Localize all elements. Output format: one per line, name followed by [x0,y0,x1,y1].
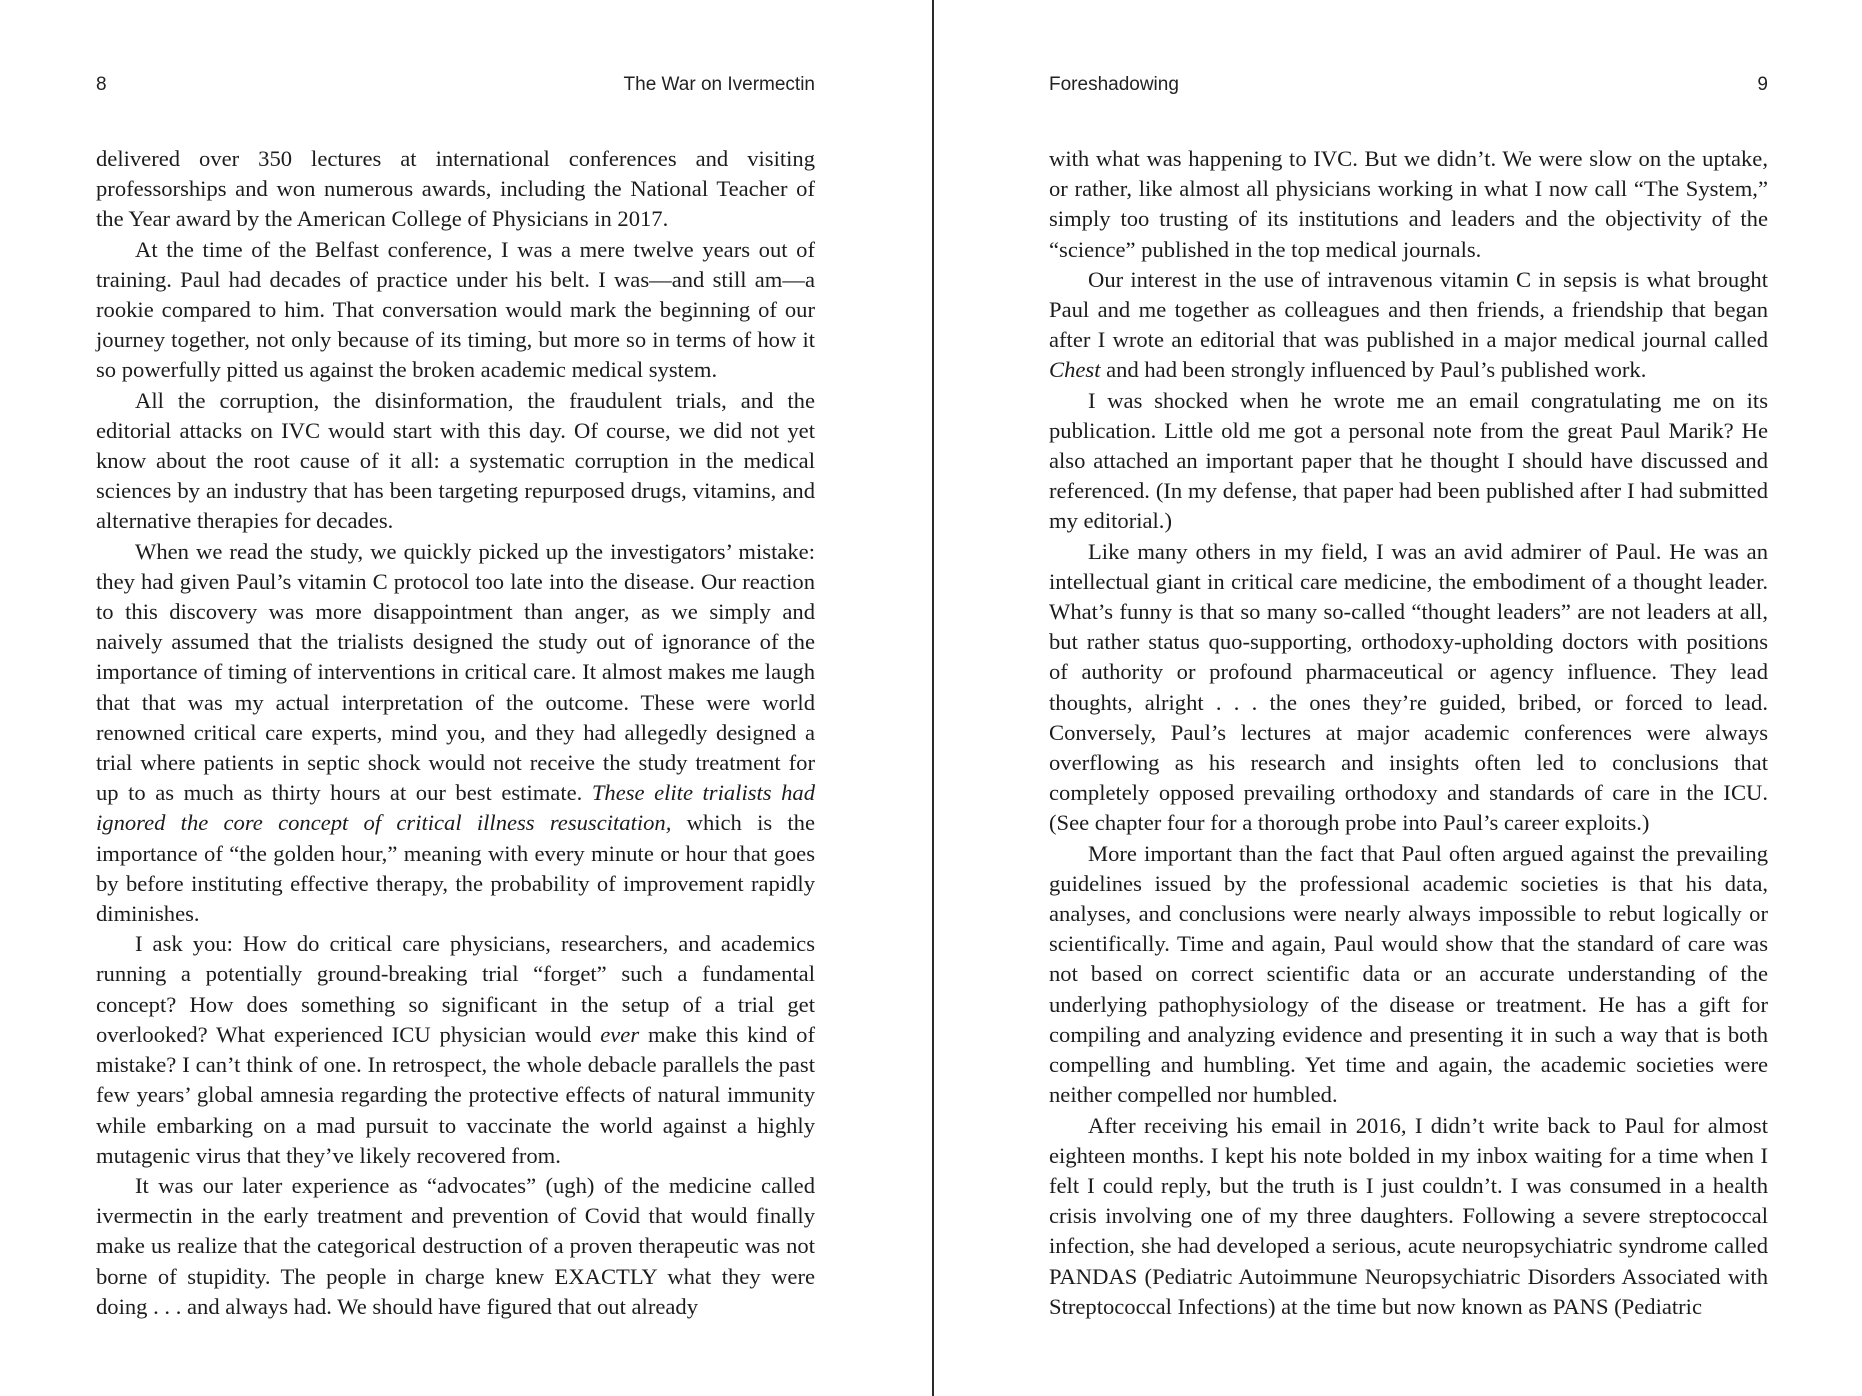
paragraph [96,537,815,930]
right-page-number: 9 [1757,74,1768,95]
left-running-head [96,74,815,102]
paragraph [96,386,815,537]
paragraph [1049,265,1768,386]
right-running-title: Foreshadowing [1049,74,1179,95]
text-run: Like many others in my field, I was an avid admirer of Paul. He was an intellectual giant in critical care medicine, the embodiment of a thought leader. What’s funny is that so many so-called “thought leaders” are not leaders at all, but rather status quo-supporting, orthodoxy-upholding doctors with positions of authority or profound pharmaceutical or agency influence. They lead thoughts, alright . . . the ones they’re guided, bribed, or forced to lead. Conversely, Paul’s lectures at major academic conferences were always overflowing as his research and insights often led to conclusions that completely opposed prevailing orthodoxy and standards of care in the ICU. (See chapter four for a thorough probe into Paul’s career exploits.) [1049,538,1768,836]
right-body-text [1049,144,1768,1322]
text-run: Our interest in the use of intravenous vitamin C in sepsis is what brought Paul and me together as colleagues and then friends, a friendship that began after I wrote an editorial that was published in a major medical journal called [1049,266,1768,353]
text-run: When we read the study, we quickly picked up the investigators’ mistake: they had given Paul’s vitamin C protocol too late into the disease. Our reaction to this discovery was more disappointment than anger, as we simply and naively assumed that the trialists designed the study out of ignorance of the importance of timing of interventions in critical care. It almost makes me laugh that that was my actual interpretation of the outcome. These were world renowned critical care experts, mind you, and they had allegedly designed a trial where patients in septic shock would not receive the study treatment for up to as much as thirty hours at our best estimate. [96,538,815,806]
right-running-head [1049,74,1768,102]
text-run: with what was happening to IVC. But we didn’t. We were slow on the uptake, or rather, like almost all physicians working in what I now call “The System,” simply too trusting of its institutions and leaders and the objectivity of the “science” published in the top medical journals. [1049,146,1768,262]
text-run: After receiving his email in 2016, I didn’t write back to Paul for almost eighteen months. I kept his note bolded in my inbox waiting for a time when I felt I could reply, but the truth is I just couldn’t. I was consumed in a health crisis involving one of my three daughters. Following a severe streptococcal infection, she had developed a serious, acute neuropsychiatric syndrome called PANDAS (Pediatric Autoimmune Neuropsychiatric Disorders Associated with Streptococcal Infections) at the time but now known as PANS (Pediatric [1049,1112,1768,1319]
italic-text-run: These elite trialists had ignored the core concept of critical illness resuscitation, [96,780,816,836]
left-page [96,0,815,1396]
text-run: It was our later experience as “advocates” (ugh) of the medicine called ivermectin in the early treatment and prevention of Covid that would finally make us realize that the categorical destruction of a proven therapeutic was not borne of stupidity. The people in charge knew EXACTLY what they were doing . . . and always had. We should have figured that out already [96,1172,815,1319]
paragraph [96,929,815,1171]
text-run: At the time of the Belfast conference, I was a mere twelve years out of training. Paul had decades of practice under his belt. I was—and still am—a rookie compared to him. That conversation would mark the beginning of our journey together, not only because of its timing, but more so in terms of how it so powerfully pitted us against the broken academic medical system. [96,236,815,383]
left-page-number: 8 [96,74,107,95]
paragraph [96,1171,815,1322]
paragraph [1049,839,1768,1111]
left-body-text [96,144,815,1322]
text-run: make this kind of mistake? I can’t think of one. In retrospect, the whole debacle parallels the past few years’ global amnesia regarding the protective effects of natural immunity while embarking on a mad pursuit to vaccinate the world against a highly mutagenic virus that they’ve likely recovered from. [96,1021,815,1168]
paragraph [1049,144,1768,265]
text-run: delivered over 350 lectures at international conferences and visiting professorships and won numerous awards, including the National Teacher of the Year award by the American College of Physicians in 2017. [96,146,815,232]
paragraph [96,235,815,386]
page-divider [932,0,934,1396]
text-run: More important than the fact that Paul often argued against the prevailing guidelines issued by the professional academic societies is that his data, analyses, and conclusions were nearly always impossible to rebut logically or scientifically. Time and again, Paul would show that the standard of care was not based on correct scientific data or an accurate understanding of the underlying pathophysiology of the disease or treatment. He has a gift for compiling and analyzing evidence and presenting it in such a way that is both compelling and humbling. Yet time and again, the academic societies were neither compelled nor humbled. [1049,840,1768,1108]
paragraph [96,144,815,235]
italic-text-run: Chest [1049,357,1101,383]
text-run: which is the importance of “the golden hour,” meaning with every minute or hour that goes by before instituting effective therapy, the probability of improvement rapidly diminishes. [96,810,815,927]
left-running-title: The War on Ivermectin [623,74,815,95]
text-run: I ask you: How do critical care physicians, researchers, and academics running a potentially ground-breaking trial “forget” such a fundamental concept? How does something so significant in the setup of a trial get overlooked? What experienced ICU physician would [96,931,815,1047]
right-page [1049,0,1768,1396]
text-run: and had been strongly influenced by Paul’s published work. [1100,357,1647,383]
text-run: I was shocked when he wrote me an email congratulating me on its publication. Little old me got a personal note from the great Paul Marik? He also attached an important paper that he thought I should have discussed and referenced. (In my defense, that paper had been published after I had submitted my editorial.) [1049,387,1768,534]
paragraph [1049,1111,1768,1322]
italic-text-run: ever [600,1021,640,1047]
paragraph [1049,537,1768,839]
text-run: All the corruption, the disinformation, the fraudulent trials, and the editorial attacks on IVC would start with this day. Of course, we did not yet know about the root cause of it all: a systematic corruption in the medical sciences by an industry that has been targeting repurposed drugs, vitamins, and alternative therapies for decades. [96,387,815,534]
paragraph [1049,386,1768,537]
